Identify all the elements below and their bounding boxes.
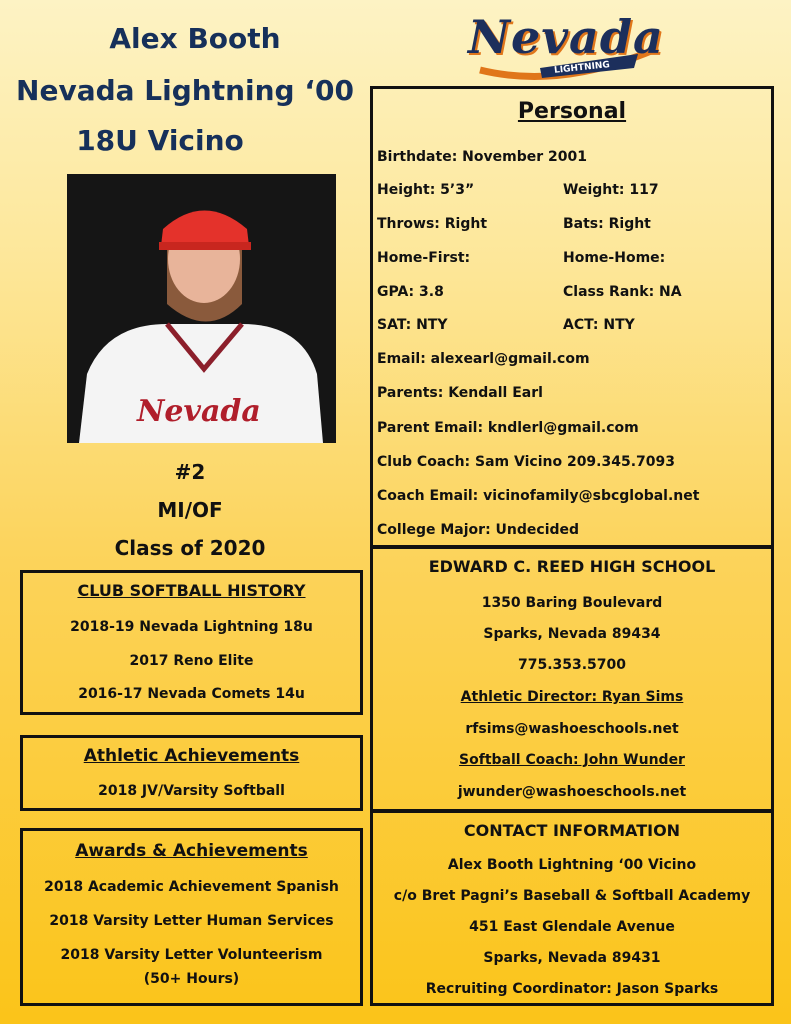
height: Height: 5’3” — [377, 182, 475, 198]
throws: Throws: Right — [377, 216, 488, 232]
bats: Bats: Right — [563, 216, 651, 232]
birthdate: Birthdate: November 2001 — [377, 149, 587, 165]
contact-box — [370, 810, 774, 1006]
coach-email: Coach Email: vicinofamily@sbcglobal.net — [377, 488, 700, 504]
squad-name: 18U Vicino — [76, 124, 244, 157]
athletic-director-email: rfsims@washoeschools.net — [465, 721, 679, 737]
act: ACT: NTY — [563, 317, 635, 333]
logo-word: Nevada — [468, 10, 664, 64]
club-history-title: CLUB SOFTBALL HISTORY — [77, 581, 306, 600]
club-history-item: 2017 Reno Elite — [129, 653, 254, 669]
personal-box — [370, 86, 774, 548]
club-history-box — [20, 570, 363, 715]
team-name: Nevada Lightning ‘00 — [16, 74, 354, 107]
awards-item: 2018 Varsity Letter Human Services — [49, 913, 334, 929]
contact-title: CONTACT INFORMATION — [463, 821, 681, 840]
jersey-text: Nevada — [137, 394, 261, 429]
contact-line: Alex Booth Lightning ‘00 Vicino — [447, 857, 697, 873]
logo-tag: LIGHTNING — [553, 60, 611, 76]
position: MI/OF — [157, 498, 223, 522]
awards-box — [20, 828, 363, 1006]
gpa: GPA: 3.8 — [377, 284, 444, 300]
softball-coach: Softball Coach: John Wunder — [459, 752, 685, 768]
class-year: Class of 2020 — [114, 536, 266, 560]
contact-line: c/o Bret Pagni’s Baseball & Softball Academy — [393, 888, 751, 904]
contact-line: Recruiting Coordinator: Jason Sparks — [425, 981, 719, 997]
athletic-item: 2018 JV/Varsity Softball — [98, 783, 285, 799]
contact-line: Sparks, Nevada 89431 — [483, 950, 661, 966]
club-coach: Club Coach: Sam Vicino 209.345.7093 — [377, 454, 675, 470]
personal-title: Personal — [517, 99, 627, 124]
club-history-item: 2016-17 Nevada Comets 14u — [78, 686, 305, 702]
home-home: Home-Home: — [563, 250, 666, 266]
home-first: Home-First: — [377, 250, 471, 266]
school-city: Sparks, Nevada 89434 — [483, 626, 661, 642]
softball-coach-email: jwunder@washoeschools.net — [457, 784, 687, 800]
player-photo — [67, 174, 336, 443]
athletic-achievements-box — [20, 735, 363, 811]
email: Email: alexearl@gmail.com — [377, 351, 590, 367]
jersey-number: #2 — [174, 460, 206, 484]
awards-item: 2018 Academic Achievement Spanish — [44, 879, 339, 895]
school-address: 1350 Baring Boulevard — [481, 595, 663, 611]
player-name: Alex Booth — [109, 22, 281, 55]
club-history-item: 2018-19 Nevada Lightning 18u — [70, 619, 313, 635]
school-name: EDWARD C. REED HIGH SCHOOL — [428, 557, 716, 576]
athletic-title: Athletic Achievements — [83, 746, 300, 766]
awards-title: Awards & Achievements — [75, 841, 308, 861]
parent-email: Parent Email: kndlerl@gmail.com — [377, 420, 639, 436]
weight: Weight: 117 — [563, 182, 659, 198]
school-box — [370, 546, 774, 812]
sat: SAT: NTY — [377, 317, 448, 333]
college-major: College Major: Undecided — [377, 522, 580, 538]
school-phone: 775.353.5700 — [517, 657, 627, 673]
athletic-director: Athletic Director: Ryan Sims — [460, 689, 684, 705]
contact-line: 451 East Glendale Avenue — [469, 919, 675, 935]
parents: Parents: Kendall Earl — [377, 385, 543, 401]
awards-item: (50+ Hours) — [143, 971, 240, 987]
nevada-logo — [462, 6, 667, 92]
awards-item: 2018 Varsity Letter Volunteerism — [60, 947, 323, 963]
class-rank: Class Rank: NA — [563, 284, 682, 300]
